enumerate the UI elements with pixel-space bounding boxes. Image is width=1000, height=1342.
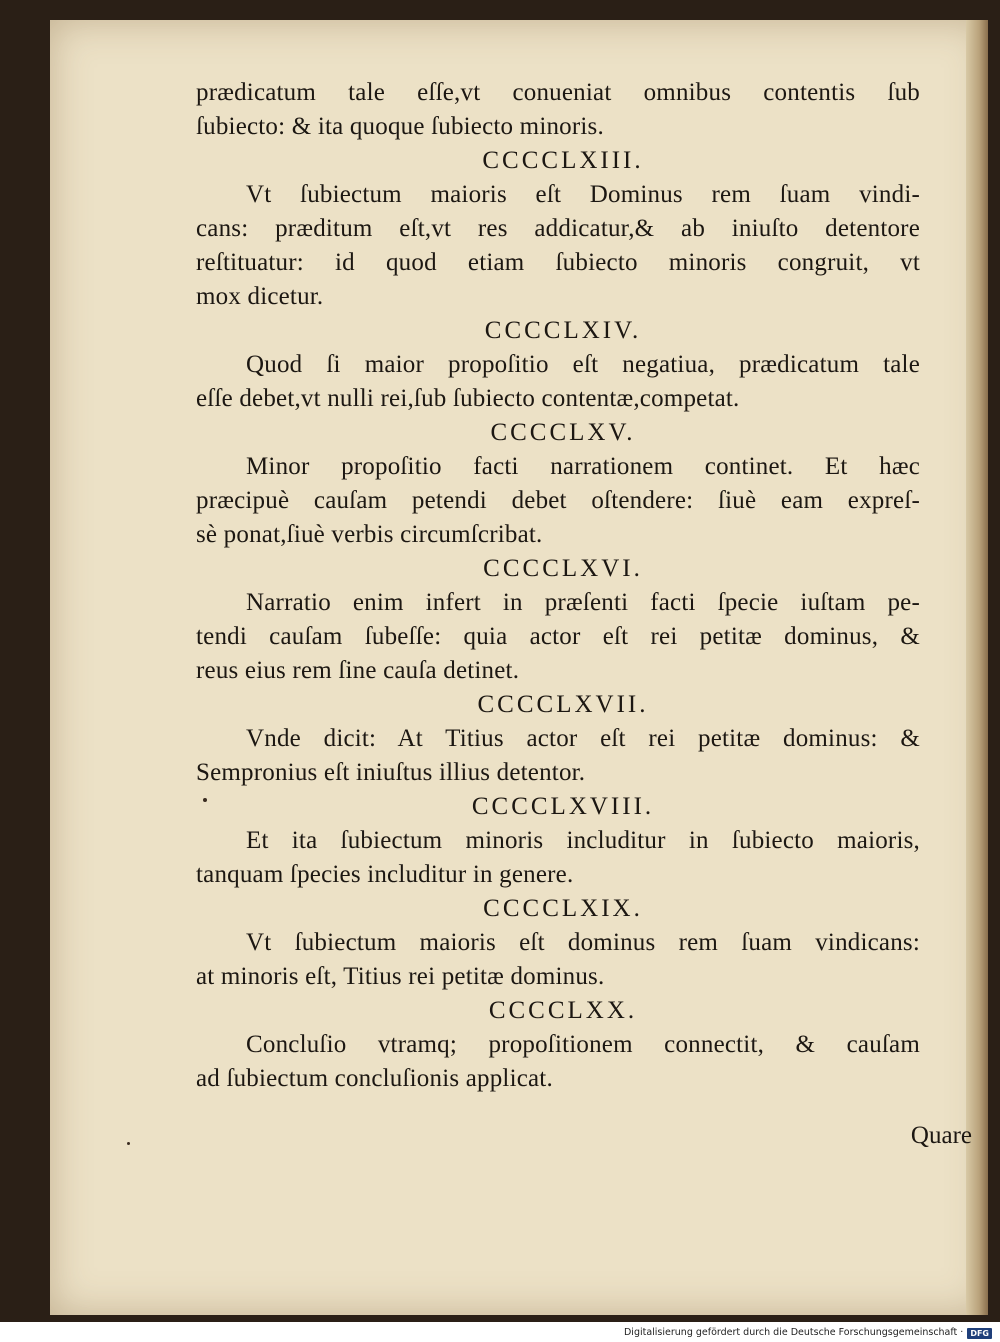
footer-credit: Digitalisierung gefördert durch die Deutsche Forschungsgemeinschaft · [623,1327,964,1338]
text-line: reus eius rem ſine cauſa detinet. [196,657,520,684]
text-line: mox dicetur. [196,283,324,310]
text-line: Vt ſubiectum maioris eſt Dominus rem ſuam vindi- [246,181,920,208]
ink-speck [127,1142,130,1145]
text-line: Et ita ſubiectum minoris includitur in ſubiecto maioris, [246,827,920,854]
digitization-footer [624,1325,992,1341]
text-line: Minor propoſitio facti narrationem continet. Et hæc [246,453,920,480]
page-text [196,76,920,1096]
text-line: ſubiecto: & ita quoque ſubiecto minoris. [196,113,604,140]
catchword: Quare [910,1122,972,1149]
section-number: CCCCLXIII. [482,147,644,174]
text-line: prædicatum tale eſſe,vt conueniat omnibus contentis ſub [196,79,920,106]
text-line: tendi cauſam ſubeſſe: quia actor eſt rei petitæ dominus, & [196,623,920,650]
dfg-logo: DFG [967,1328,992,1339]
text-line: Narratio enim infert in præſenti facti ſpecie iuſtam pe- [246,589,920,616]
section-number: CCCCLXVII. [477,691,649,718]
text-line: præcipuè cauſam petendi debet oſtendere: ſiuè eam expreſ- [196,487,920,514]
text-line: reſtituatur: id quod etiam ſubiecto minoris congruit, vt [196,249,920,276]
text-line: Vnde dicit: At Titius actor eſt rei petitæ dominus: & [246,725,920,752]
section-number: CCCCLXIX. [483,895,643,922]
section-number: CCCCLXVI. [483,555,643,582]
text-line: Vt ſubiectum maioris eſt dominus rem ſuam vindicans: [246,929,920,956]
text-line: Sempronius eſt iniuſtus illius detentor. [196,759,586,786]
text-line: Concluſio vtramq; propoſitionem connectit, & cauſam [246,1031,920,1058]
text-line: eſſe debet,vt nulli rei,ſub ſubiecto contentæ,competat. [196,385,740,412]
section-number: CCCCLXV. [490,419,636,446]
text-line: at minoris eſt, Titius rei petitæ dominus. [196,963,605,990]
section-number: CCCCLXVIII. [471,793,655,820]
text-line: ad ſubiectum concluſionis applicat. [196,1065,553,1092]
text-line: Quod ſi maior propoſitio eſt negatiua, prædicatum tale [246,351,920,378]
section-number: CCCCLXIV. [484,317,642,344]
text-line: tanquam ſpecies includitur in genere. [196,861,574,888]
section-number: CCCCLXX. [488,997,638,1024]
text-line: cans: præditum eſt,vt res addicatur,& ab iniuſto detentore [196,215,920,242]
text-line: sè ponat,ſiuè verbis circumſcribat. [196,521,543,548]
page-edge [966,20,988,1315]
